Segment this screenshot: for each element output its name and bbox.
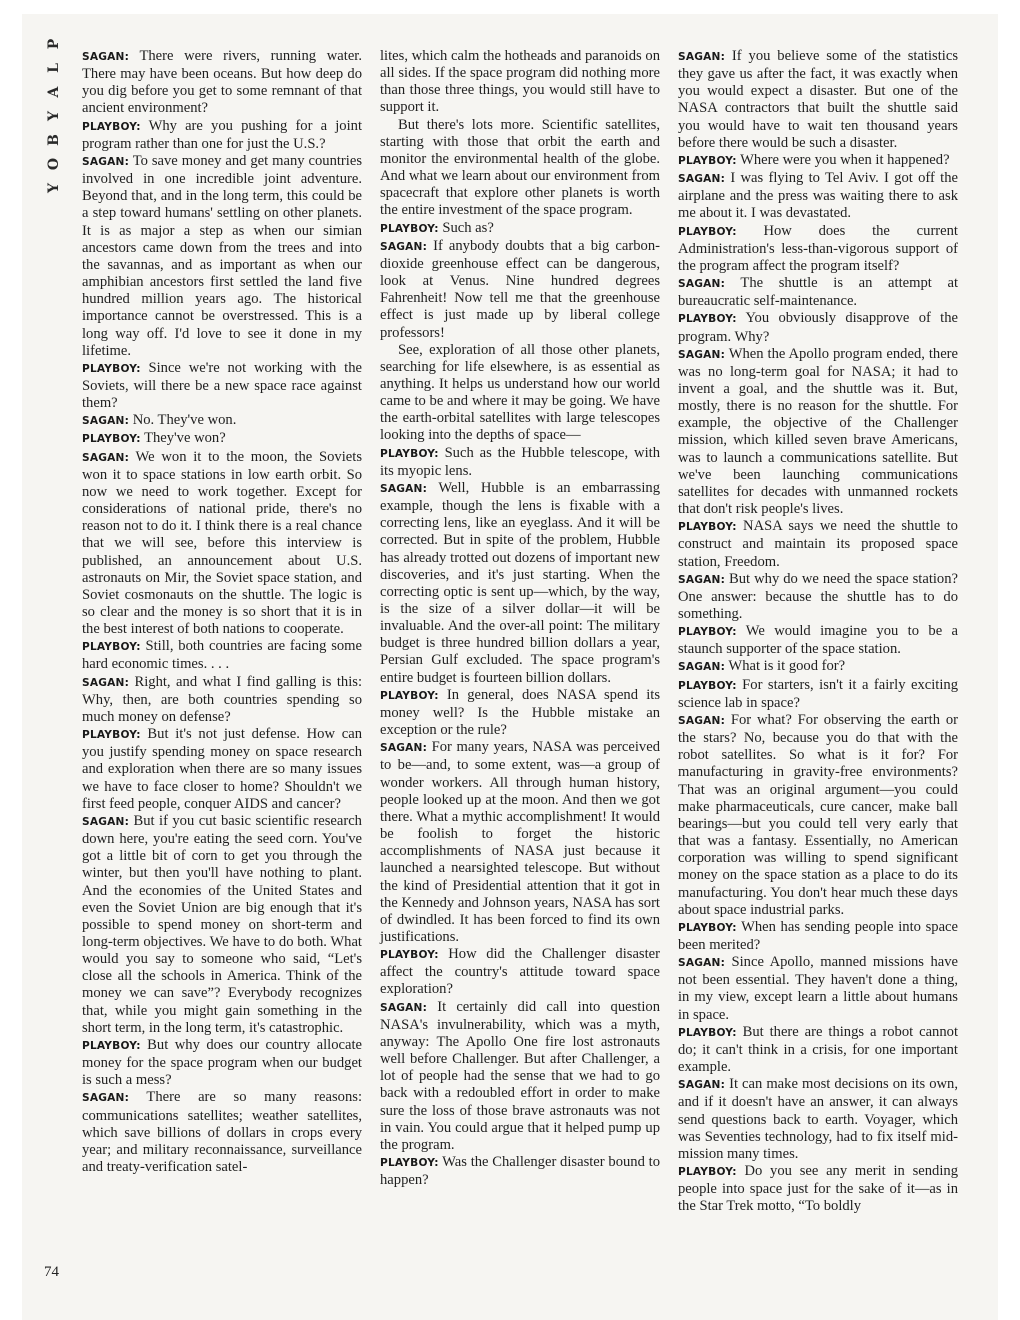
interview-paragraph — [82, 449, 362, 639]
speaker-label: PLAYBOY: — [380, 1157, 439, 1169]
paragraph-text: Where were you when it happened? — [740, 151, 950, 168]
paragraph-text: There are so many reasons: communications satellites; weather satellites, which save billions of dollars in crops every year; and military reconnaissance, surveillance and treaty-verification satel- — [82, 1089, 362, 1175]
masthead-letter: A — [46, 86, 62, 98]
paragraph-text: But there are things a robot cannot do; it can't think in a crisis, for one important example. — [678, 1023, 958, 1076]
paragraph-text: In general, does NASA spend its money well? Is the Hubble mistake an exception or the rule? — [380, 686, 660, 739]
masthead-letter: Y — [46, 183, 62, 193]
interview-paragraph — [82, 153, 362, 360]
paragraph-text: Right, and what I find galling is this: Why, then, are both countries spending so much money on defense? — [82, 673, 362, 725]
speaker-label: SAGAN: — [678, 278, 726, 291]
speaker-label: PLAYBOY: — [380, 949, 439, 962]
interview-paragraph — [678, 954, 958, 1024]
interview-paragraph — [380, 220, 660, 238]
speaker-label: SAGAN: — [82, 1092, 130, 1105]
speaker-label: PLAYBOY: — [380, 222, 439, 235]
interview-paragraph — [678, 48, 958, 152]
paragraph-text: Do you see any merit in sending people into space just for the sake of it—as in the Star Trek motto, “To boldly — [678, 1163, 958, 1215]
interview-paragraph — [380, 445, 660, 480]
interview-paragraph — [82, 638, 362, 673]
masthead-letter: O — [46, 157, 62, 171]
speaker-label: PLAYBOY: — [678, 1166, 737, 1178]
interview-paragraph — [678, 919, 958, 954]
paragraph-text: But it's not just defense. How can you justify spending money on space research and exploration when there are so many issues we have to face closer to home? Shouldn't we first feed people, conquer AIDS and cancer? — [82, 726, 362, 812]
interview-paragraph — [678, 571, 958, 623]
interview-paragraph — [82, 1037, 362, 1089]
speaker-label: SAGAN: — [82, 451, 130, 464]
paragraph-text: For what? For observing the earth or the stars? No, because you do that with the robot satellites. So what is it for? For manufacturing in gravity-free environments? That was an original argument—you could make pharmaceuticals, cure cancer, make ball bearings—but you could tell very early that that was a fantasy. Essentially, no American corporation was willing to spend significant money on the space station as a place to do its manufacturing. You don't hear much these days about space industrial parks. — [678, 711, 958, 918]
paragraph-text: There were rivers, running water. There may have been oceans. But how deep do you dig before you get to some remnant of that ancient environment? — [82, 48, 362, 117]
interview-paragraph — [678, 223, 958, 275]
speaker-label: SAGAN: — [380, 482, 428, 495]
masthead-vertical — [44, 32, 64, 200]
interview-paragraph — [82, 118, 362, 153]
interview-paragraph — [678, 677, 958, 712]
speaker-label: SAGAN: — [82, 415, 130, 428]
paragraph-text: Such as the Hubble telescope, with its myopic lens. — [380, 444, 660, 479]
speaker-label: PLAYBOY: — [678, 1026, 737, 1039]
interview-paragraph — [82, 813, 362, 1037]
paragraph-text: When the Apollo program ended, there was no long-term goal for NASA; it had to invent a goal, and the shuttle was it. But, mostly, there is no reason for the shuttle. For example, the objective of the Challenger mission, which killed seven brave Americans, was to launch a communications satellite. But we've been launching communications satellites for decades with unmanned rockets that don't risk people's lives. — [678, 345, 959, 518]
interview-paragraph — [82, 1089, 362, 1176]
speaker-label: SAGAN: — [380, 742, 428, 755]
paragraph-text: It certainly did call into question NASA's invulnerability, which was a myth, anyway: The Apollo One fire lost astronauts well before Challenger. But after Challenger, a lot of people had the sense that we had to go back with a redoubled effort in order to make sure the loss of those brave astronauts was not in vain. You could argue that it helped pump up the program. — [380, 998, 660, 1153]
speaker-label: PLAYBOY: — [678, 921, 737, 934]
speaker-label: SAGAN: — [380, 1001, 428, 1014]
interview-paragraph — [678, 170, 958, 222]
speaker-label: PLAYBOY: — [678, 626, 737, 639]
paragraph-text: No. They've won. — [132, 412, 237, 429]
speaker-label: SAGAN: — [678, 661, 726, 674]
speaker-label: SAGAN: — [678, 714, 726, 727]
paragraph-text: NASA says we need the shuttle to construct and maintain its proposed space station, Freedom. — [678, 518, 958, 570]
paragraph-text: Such as? — [442, 219, 494, 236]
speaker-label: PLAYBOY: — [678, 225, 737, 238]
paragraph-text: See, exploration of all those other planets, searching for life elsewhere, is as essential as anything. It helps us understand how our world came to be and where it may be going. We have the earth-orbital satellites with large telescopes looking into the depths of space— — [380, 341, 660, 444]
speaker-label: SAGAN: — [678, 1079, 726, 1092]
speaker-label: SAGAN: — [380, 240, 428, 253]
speaker-label: PLAYBOY: — [82, 1039, 141, 1052]
paragraph-text: But there's lots more. Scientific satellites, starting with those that orbit the earth and monitor the environmental health of the globe. And what we learn about our environment from spacecraft that explore other planets is worth the entire investment of the space program. — [380, 116, 660, 219]
paragraph-text: But why does our country allocate money for the space program when our budget is such a mess? — [82, 1036, 362, 1089]
masthead-letter: B — [46, 134, 62, 146]
paragraph-text: Why are you pushing for a joint program rather than one for just the U.S.? — [82, 117, 362, 152]
paragraph-text: But why do we need the space station? One answer: because the shuttle has to do something. — [678, 570, 958, 622]
interview-paragraph — [678, 346, 958, 519]
interview-paragraph — [380, 946, 660, 998]
paragraph-text: How did the Challenger disaster affect the country's attitude toward space exploration? — [380, 946, 660, 998]
interview-paragraph — [678, 712, 958, 919]
speaker-label: PLAYBOY: — [678, 679, 737, 692]
speaker-label: PLAYBOY: — [82, 362, 141, 375]
interview-paragraph — [82, 726, 362, 813]
magazine-page — [22, 14, 998, 1320]
paragraph-text: When has sending people into space been merited? — [678, 918, 959, 953]
paragraph-text: If anybody doubts that a big carbon-dioxide greenhouse effect can be dangerous, look at Venus. Nine hundred degrees Fahrenheit! Now tell me that the greenhouse effect is just made up by liberal college professors! — [380, 237, 660, 341]
speaker-label: PLAYBOY: — [82, 120, 141, 133]
paragraph-text: Well, Hubble is an embarrassing example, though the lens is fixable with a correcting lens, like an eyeglass. And it will be corrected. But in spite of the problem, Hubble has already trotted out dozens of important new discoveries, and it's just starting. When the correcting optic is sent up—which, by the way, is the size of a silver dollar—it will be invaluable. And the over-all point: The military budget is three hundred billion dollars a year, Persian Gulf excluded. The space program's entire budget is fourteen billion dollars. — [380, 479, 660, 686]
paragraph-text: For starters, isn't it a fairly exciting science lab in space? — [678, 676, 958, 711]
paragraph-text: You obviously disapprove of the program. Why? — [678, 310, 958, 345]
paragraph-text: They've won? — [144, 430, 226, 447]
speaker-label: SAGAN: — [678, 348, 726, 361]
interview-paragraph — [678, 518, 958, 570]
masthead-letter: P — [46, 38, 62, 50]
interview-paragraph — [678, 152, 958, 170]
paragraph-text: Still, both countries are facing some hard economic times. . . . — [82, 638, 362, 673]
paragraph-text: For many years, NASA was perceived to be—and, to some extent, was—a group of wonder workers. All through human history, people looked up at the moon. And then we got there. What a mythic accomplishment! It would be foolish to forget the historic accomplishments of NASA just because it launched a nearsighted telescope. But without the kind of Presidential attention that it got in the Kennedy and Johnson years, NASA has sort of dwindled. It has been forced to find its own justifications. — [380, 739, 661, 945]
interview-paragraph — [678, 310, 958, 345]
paragraph-text: I was flying to Tel Aviv. I got off the airplane and the press was waiting there to ask me about it. I was devastated. — [678, 170, 958, 222]
paragraph-text: The shuttle is an attempt at bureaucratic self-maintenance. — [678, 275, 958, 310]
paragraph-text: Since Apollo, manned missions have not been essential. They haven't done a thing, in my view, except learn a little about humans in space. — [678, 954, 958, 1023]
paragraph-text: We won it to the moon, the Soviets won it to space stations in low earth orbit. So now we need to work together. Except for considerations of national pride, there's no reason not to do it. I think there is a real chance that we will see, before this interview is published, an announcement about U.S. astronauts on Mir, the Soviet space station, and Soviet cosmonauts on the shuttle. The logic is so clear and the money is so short that it is in the best interest of both nations to cooperate. — [82, 448, 362, 638]
paragraph-text: If you believe some of the statistics they gave us after the fact, it was exactly when you would expect a disaster. But one of the NASA contractors that built the shuttle said you would have to wait ten thousand years before there would be such a disaster. — [678, 48, 958, 151]
interview-paragraph — [380, 48, 660, 117]
speaker-label: PLAYBOY: — [380, 447, 439, 460]
speaker-label: SAGAN: — [82, 676, 130, 689]
interview-paragraph — [82, 430, 362, 448]
interview-paragraph — [82, 412, 362, 430]
interview-paragraph — [678, 1076, 958, 1163]
interview-paragraph — [678, 623, 958, 658]
interview-paragraph — [678, 275, 958, 310]
interview-paragraph — [380, 117, 660, 220]
speaker-label: PLAYBOY: — [82, 641, 141, 654]
interview-paragraph — [82, 48, 362, 118]
interview-paragraph — [678, 1024, 958, 1076]
interview-paragraph — [82, 674, 362, 726]
interview-paragraph — [380, 687, 660, 739]
interview-paragraph — [678, 658, 958, 676]
column-2 — [380, 48, 660, 1189]
speaker-label: SAGAN: — [678, 573, 726, 586]
column-1 — [82, 48, 362, 1176]
masthead-letter: L — [46, 63, 62, 73]
masthead-letter: Y — [46, 111, 62, 121]
paragraph-text: What is it good for? — [728, 658, 846, 675]
speaker-label: PLAYBOY: — [380, 689, 439, 702]
speaker-label: PLAYBOY: — [82, 433, 141, 446]
speaker-label: PLAYBOY: — [678, 521, 737, 534]
speaker-label: PLAYBOY: — [678, 313, 737, 326]
paragraph-text: We would imagine you to be a staunch supporter of the space station. — [678, 623, 959, 658]
paragraph-text: How does the current Administration's less-than-vigorous support of the program affect the program itself? — [678, 222, 958, 274]
interview-paragraph — [380, 999, 660, 1154]
speaker-label: PLAYBOY: — [82, 729, 141, 742]
interview-paragraph — [678, 1163, 958, 1215]
speaker-label: PLAYBOY: — [678, 154, 737, 167]
interview-paragraph — [380, 238, 660, 342]
speaker-label: SAGAN: — [82, 155, 130, 168]
page-number: 74 — [44, 1264, 59, 1280]
interview-paragraph — [380, 739, 660, 946]
interview-paragraph — [380, 1154, 660, 1189]
paragraph-text: It can make most decisions on its own, and if it doesn't have an answer, it can always send questions back to earth. Voyager, which was Seventies technology, had to fix itself mid-mission many times. — [678, 1076, 958, 1162]
interview-paragraph — [82, 360, 362, 412]
paragraph-text: Was the Challenger disaster bound to happen? — [380, 1154, 660, 1189]
paragraph-text: Since we're not working with the Soviets, will there be a new space race against them? — [82, 359, 362, 412]
speaker-label: SAGAN: — [678, 957, 726, 970]
paragraph-text: But if you cut basic scientific research down here, you're eating the seed corn. You've got a little bit of corn to get you through the winter, but then you'll have nothing to plant. And the economies of the United States and even the Soviet Union are big enough that it's possible to spend money on short-term and long-term objectives. We have to do both. What would you say to someone who said, “Let's close all the schools in America. Think of the money we can save”? Everybody recognizes that, while you might gain something in the short term, in the long term, it's catastrophic. — [82, 812, 362, 1036]
interview-paragraph — [380, 480, 660, 687]
speaker-label: SAGAN: — [678, 173, 726, 186]
column-3 — [678, 48, 958, 1215]
paragraph-text: To save money and get many countries involved in one incredible joint adventure. Beyond that, and in the long term, this could be a step toward humans' settling on other planets. It is as major a step as when our simian ancestors came down from the trees and into the savannas, and as important as when our amphibian ancestors first settled the land five hundred million years ago. The historical importance cannot be overstressed. This is a long way off. I'd love to see it done in my lifetime. — [82, 152, 362, 359]
speaker-label: SAGAN: — [678, 51, 726, 63]
paragraph-text: lites, which calm the hotheads and paranoids on all sides. If the space program did nothing more than those three things, you would still have to support it. — [380, 48, 660, 116]
speaker-label: SAGAN: — [82, 51, 130, 63]
interview-paragraph — [380, 342, 660, 445]
speaker-label: SAGAN: — [82, 815, 130, 828]
